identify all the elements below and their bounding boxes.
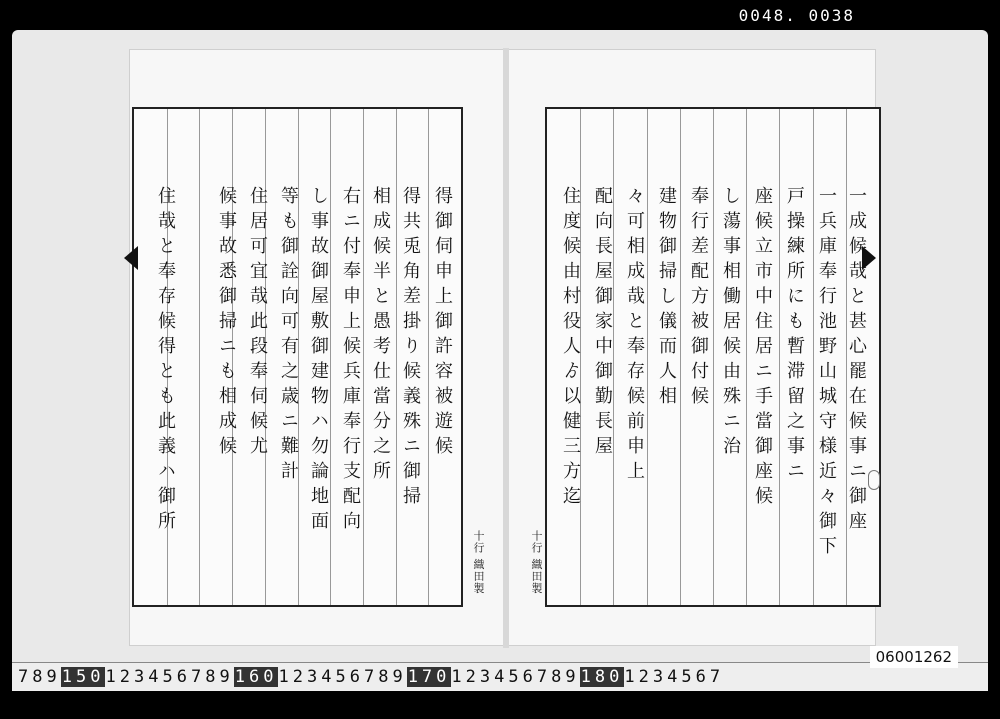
column-rule — [713, 109, 714, 605]
ruler-mark: 3 — [652, 667, 668, 687]
film-code: 0048. 0038 — [738, 6, 855, 25]
right-text-col-3: 戸操練所にも暫滞留之事ニ — [784, 186, 805, 486]
ruler-mark: 170 — [407, 667, 451, 687]
ruler-mark: 3 — [306, 667, 322, 687]
ruler-mark: 8 — [32, 667, 47, 687]
ruler-mark: 1 — [624, 667, 639, 687]
left-text-col-1: 得御伺申上御許容被遊候 — [432, 186, 453, 461]
left-text-col-5: し事故御屋敷御建物ハ勿論地面 — [308, 186, 329, 536]
ruler-mark: 5 — [508, 667, 523, 687]
column-rule — [813, 109, 814, 605]
archive-id-label: 06001262 — [870, 646, 958, 668]
ruler-mark: 2 — [638, 667, 653, 687]
left-text-col-9: 住哉と奉存候得とも此義ハ御所 — [155, 186, 176, 536]
column-rule — [613, 109, 614, 605]
ruler-mark: 150 — [61, 667, 105, 687]
ruler-mark: 8 — [551, 667, 566, 687]
book-gutter — [503, 48, 509, 648]
ruler-mark: 4 — [667, 667, 682, 687]
right-text-col-10: 住度候由村役人ゟ以健三方迄 — [560, 186, 581, 511]
left-text-col-3: 相成候半と愚考仕當分之所 — [370, 186, 391, 486]
ruler-mark: 7 — [536, 667, 552, 687]
ruler-mark: 6 — [176, 667, 191, 687]
left-text-col-2: 得共兎角差掛り候義殊ニ御掃 — [400, 186, 421, 511]
right-margin-label: 十行 織田製 — [530, 530, 543, 595]
ruler-mark: 5 — [335, 667, 350, 687]
ruler-mark: 8 — [205, 667, 220, 687]
ruler-mark: 3 — [479, 667, 495, 687]
ruler-mark: 5 — [681, 667, 696, 687]
ruler-mark: 2 — [292, 667, 307, 687]
ruler-mark: 7 — [709, 667, 725, 687]
ruler-mark: 3 — [133, 667, 149, 687]
left-margin-label: 十行 織田製 — [472, 530, 485, 595]
right-text-col-6: 奉行差配方被御付候 — [688, 186, 709, 411]
ruler-mark: 180 — [580, 667, 624, 687]
ruler-mark: 2 — [119, 667, 134, 687]
right-text-col-1: 一成候哉と甚心罷在候事ニ御座 — [846, 186, 867, 536]
ruler-mark: 4 — [494, 667, 509, 687]
column-rule — [330, 109, 331, 605]
ruler-mark: 6 — [522, 667, 537, 687]
ruler-mark: 5 — [162, 667, 177, 687]
ruler-mark: 6 — [695, 667, 710, 687]
column-rule — [647, 109, 648, 605]
measurement-ruler — [12, 662, 988, 691]
ruler-mark: 1 — [105, 667, 120, 687]
column-rule — [428, 109, 429, 605]
ruler-mark: 8 — [378, 667, 393, 687]
ruler-mark: 7 — [190, 667, 206, 687]
left-tab-marker — [124, 246, 138, 270]
ruler-scale — [18, 667, 724, 687]
ruler-mark: 7 — [18, 667, 33, 687]
ruler-mark: 9 — [46, 667, 61, 687]
column-rule — [680, 109, 681, 605]
ruler-mark: 9 — [565, 667, 580, 687]
right-text-col-2: 一兵庫奉行池野山城守様近々御下 — [816, 186, 837, 561]
right-text-col-7: 建物御掃し儀而人相 — [656, 186, 677, 411]
left-text-col-7: 住居可宜哉此段奉伺候尤 — [247, 186, 268, 461]
ruler-mark: 4 — [321, 667, 336, 687]
ruler-mark: 9 — [392, 667, 407, 687]
right-text-col-8: 々可相成哉と奉存候前申上 — [624, 186, 645, 486]
right-text-col-9: 配向長屋御家中御勤長屋 — [592, 186, 613, 461]
ruler-mark: 6 — [349, 667, 364, 687]
right-text-col-4: 座候立市中住居ニ手當御座候 — [752, 186, 773, 511]
ruler-mark: 160 — [234, 667, 278, 687]
ruler-mark: 1 — [451, 667, 466, 687]
left-text-col-6: 等も御詮向可有之歳ニ難計 — [278, 186, 299, 486]
column-rule — [746, 109, 747, 605]
left-text-col-4: 右ニ付奉申上候兵庫奉行支配向 — [340, 186, 361, 536]
binding-ring — [868, 470, 880, 490]
ruler-mark: 4 — [148, 667, 163, 687]
column-rule — [396, 109, 397, 605]
column-rule — [779, 109, 780, 605]
left-text-col-8: 候事故悉御掃ニも相成候 — [216, 186, 237, 461]
ruler-mark: 7 — [363, 667, 379, 687]
ruler-mark: 9 — [219, 667, 234, 687]
ruler-mark: 2 — [465, 667, 480, 687]
column-rule — [363, 109, 364, 605]
ruler-mark: 1 — [278, 667, 293, 687]
right-text-col-5: し蕩事相働居候由殊ニ治 — [720, 186, 741, 461]
column-rule — [199, 109, 200, 605]
